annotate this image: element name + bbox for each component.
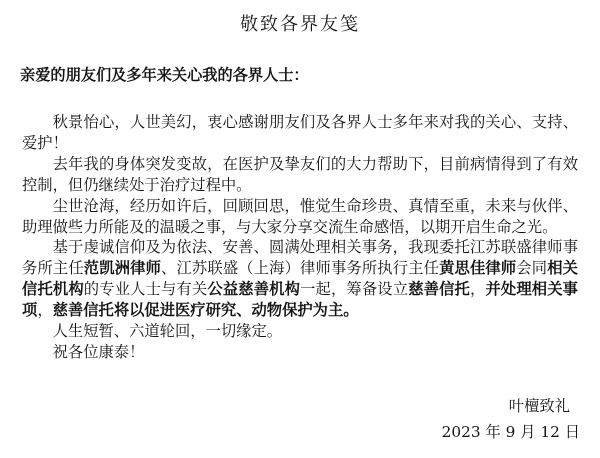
- paragraph-reflection: 尘世沧海，经历如许后，回顾回思，惟觉生命珍贵、真情至重，未来与伙伴、助理做些力所能及的温暖之事，与大家分享交流生命感悟，以期开启生命之光。: [22, 196, 578, 236]
- letter-date: 2023 年 9 月 12 日: [441, 423, 580, 441]
- related-matters: 并处理相关事项: [22, 280, 578, 320]
- trust-text-6: ，: [469, 280, 486, 299]
- paragraph-wishes: 祝各位康泰！: [52, 342, 145, 361]
- trust-text-5: 一起，筹备设立: [300, 280, 409, 299]
- salutation: 亲爱的朋友们及多年来关心我的各界人士：: [20, 66, 309, 84]
- trust-purpose: 慈善信托将以促进医疗研究、动物保护为主。: [52, 301, 359, 320]
- charity-organization: 公益慈善机构: [207, 280, 301, 299]
- letter-title: 敬致各界友笺: [240, 14, 360, 35]
- trust-institution: 相关信托机构: [22, 259, 578, 299]
- letter-body: [22, 112, 578, 363]
- trust-text-4: 的专业人士与有关: [83, 280, 208, 299]
- trust-text-2: 、江苏联盛（上海）律师事务所执行主任: [161, 259, 440, 278]
- trust-text-3: 会同: [516, 259, 548, 278]
- lawyer-name-2: 黄思佳律师: [439, 259, 517, 278]
- trust-text-7: ，: [37, 301, 53, 320]
- charitable-trust: 慈善信托: [408, 280, 470, 299]
- paragraph-health: 去年我的身体突发变故，在医护及挚友们的大力帮助下，目前病情得到了有效控制，但仍继续处于治疗过程中。: [22, 154, 578, 194]
- paragraph-gratitude: 秋景怡心，人世美幻，衷心感谢朋友们及各界人士多年来对我的关心、支持、爱护！: [22, 113, 578, 152]
- paragraph-life: 人生短暂、六道轮回，一切缘定。: [52, 322, 283, 341]
- lawyer-name-1: 范凯洲律师: [83, 259, 162, 278]
- trust-text-1: 基于虔诚信仰及为依法、安善、圆满处理相关事务，我现委托江苏联盛律师事务所主任: [22, 238, 578, 278]
- paragraph-charitable-trust: [22, 237, 578, 321]
- signature: 叶檀致礼: [508, 397, 570, 415]
